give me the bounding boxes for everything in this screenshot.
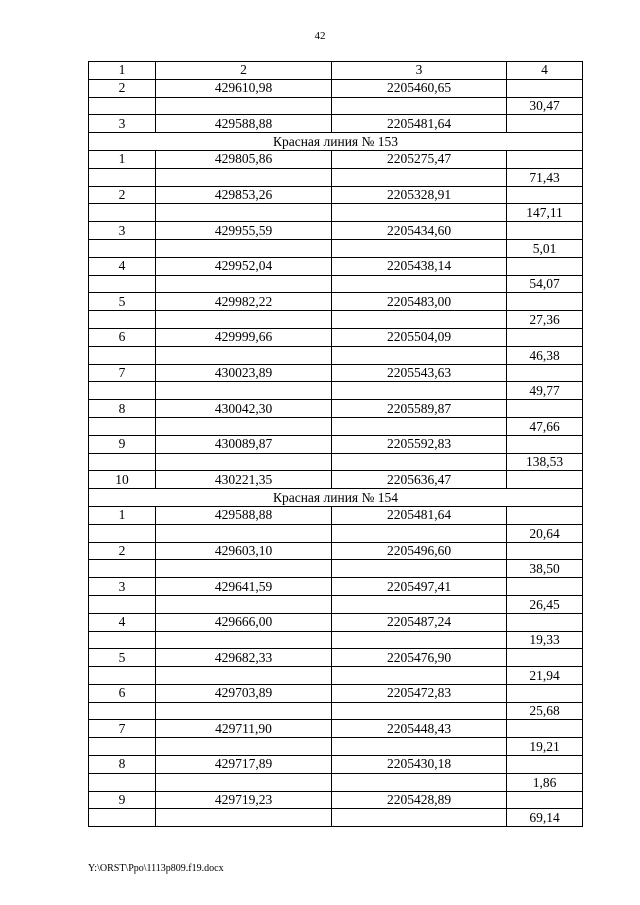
table-header-row bbox=[89, 62, 583, 80]
point-row bbox=[89, 328, 583, 346]
x-coordinate-cell-empty bbox=[156, 417, 332, 435]
length-row bbox=[89, 667, 583, 685]
y-coordinate-cell: 2205497,41 bbox=[332, 578, 507, 596]
point-number-cell-empty bbox=[89, 311, 156, 329]
y-coordinate-cell-empty bbox=[332, 311, 507, 329]
section-title-row bbox=[89, 489, 583, 507]
point-number-cell: 7 bbox=[89, 720, 156, 738]
x-coordinate-cell-empty bbox=[156, 311, 332, 329]
length-row bbox=[89, 97, 583, 115]
point-row bbox=[89, 222, 583, 240]
point-row bbox=[89, 542, 583, 560]
x-coordinate-cell-empty bbox=[156, 738, 332, 756]
y-coordinate-cell: 2205496,60 bbox=[332, 542, 507, 560]
x-coordinate-cell-empty bbox=[156, 346, 332, 364]
length-row bbox=[89, 524, 583, 542]
y-coordinate-cell-empty bbox=[332, 560, 507, 578]
length-cell-empty bbox=[507, 222, 583, 240]
segment-length-cell: 5,01 bbox=[507, 239, 583, 257]
y-coordinate-cell-empty bbox=[332, 773, 507, 791]
segment-length-cell: 21,94 bbox=[507, 667, 583, 685]
segment-length-cell: 71,43 bbox=[507, 168, 583, 186]
point-row bbox=[89, 684, 583, 702]
x-coordinate-cell-empty bbox=[156, 560, 332, 578]
y-coordinate-cell-empty bbox=[332, 631, 507, 649]
y-coordinate-cell: 2205487,24 bbox=[332, 613, 507, 631]
y-coordinate-cell: 2205430,18 bbox=[332, 756, 507, 774]
length-row bbox=[89, 595, 583, 613]
point-number-cell-empty bbox=[89, 738, 156, 756]
x-coordinate-cell-empty bbox=[156, 453, 332, 471]
point-number-cell-empty bbox=[89, 417, 156, 435]
point-number-cell: 1 bbox=[89, 150, 156, 168]
x-coordinate-cell: 430042,30 bbox=[156, 400, 332, 418]
section-title-cell: Красная линия № 154 bbox=[89, 489, 583, 507]
segment-length-cell: 19,21 bbox=[507, 738, 583, 756]
y-coordinate-cell-empty bbox=[332, 417, 507, 435]
y-coordinate-cell: 2205592,83 bbox=[332, 435, 507, 453]
length-cell-empty bbox=[507, 756, 583, 774]
y-coordinate-cell: 2205481,64 bbox=[332, 115, 507, 133]
length-cell-empty bbox=[507, 684, 583, 702]
length-cell-empty bbox=[507, 471, 583, 489]
length-row bbox=[89, 346, 583, 364]
length-cell-empty bbox=[507, 578, 583, 596]
header-cell-3: 3 bbox=[332, 62, 507, 80]
point-row bbox=[89, 186, 583, 204]
point-row bbox=[89, 257, 583, 275]
length-row bbox=[89, 417, 583, 435]
point-row bbox=[89, 720, 583, 738]
length-cell-empty bbox=[507, 257, 583, 275]
length-row bbox=[89, 738, 583, 756]
y-coordinate-cell: 2205438,14 bbox=[332, 257, 507, 275]
point-row bbox=[89, 364, 583, 382]
length-row bbox=[89, 311, 583, 329]
x-coordinate-cell-empty bbox=[156, 239, 332, 257]
point-row bbox=[89, 115, 583, 133]
point-number-cell-empty bbox=[89, 168, 156, 186]
point-number-cell: 2 bbox=[89, 79, 156, 97]
segment-length-cell: 46,38 bbox=[507, 346, 583, 364]
y-coordinate-cell: 2205543,63 bbox=[332, 364, 507, 382]
x-coordinate-cell: 429588,88 bbox=[156, 115, 332, 133]
length-cell-empty bbox=[507, 328, 583, 346]
x-coordinate-cell-empty bbox=[156, 524, 332, 542]
x-coordinate-cell-empty bbox=[156, 204, 332, 222]
length-row bbox=[89, 239, 583, 257]
x-coordinate-cell: 429805,86 bbox=[156, 150, 332, 168]
x-coordinate-cell-empty bbox=[156, 275, 332, 293]
point-row bbox=[89, 613, 583, 631]
segment-length-cell: 1,86 bbox=[507, 773, 583, 791]
y-coordinate-cell: 2205589,87 bbox=[332, 400, 507, 418]
y-coordinate-cell-empty bbox=[332, 97, 507, 115]
x-coordinate-cell: 429711,90 bbox=[156, 720, 332, 738]
length-cell-empty bbox=[507, 506, 583, 524]
header-cell-2: 2 bbox=[156, 62, 332, 80]
y-coordinate-cell-empty bbox=[332, 239, 507, 257]
segment-length-cell: 25,68 bbox=[507, 702, 583, 720]
length-row bbox=[89, 453, 583, 471]
point-row bbox=[89, 150, 583, 168]
length-row bbox=[89, 560, 583, 578]
segment-length-cell: 69,14 bbox=[507, 809, 583, 827]
y-coordinate-cell: 2205472,83 bbox=[332, 684, 507, 702]
header-cell-4: 4 bbox=[507, 62, 583, 80]
y-coordinate-cell-empty bbox=[332, 595, 507, 613]
point-row bbox=[89, 578, 583, 596]
x-coordinate-cell: 429853,26 bbox=[156, 186, 332, 204]
y-coordinate-cell: 2205483,00 bbox=[332, 293, 507, 311]
table-body bbox=[89, 79, 583, 826]
length-row bbox=[89, 702, 583, 720]
point-number-cell-empty bbox=[89, 453, 156, 471]
segment-length-cell: 26,45 bbox=[507, 595, 583, 613]
point-number-cell-empty bbox=[89, 239, 156, 257]
x-coordinate-cell-empty bbox=[156, 809, 332, 827]
length-row bbox=[89, 168, 583, 186]
point-number-cell: 10 bbox=[89, 471, 156, 489]
length-cell-empty bbox=[507, 791, 583, 809]
point-row bbox=[89, 756, 583, 774]
length-cell-empty bbox=[507, 150, 583, 168]
y-coordinate-cell: 2205476,90 bbox=[332, 649, 507, 667]
y-coordinate-cell-empty bbox=[332, 524, 507, 542]
y-coordinate-cell-empty bbox=[332, 667, 507, 685]
x-coordinate-cell: 429610,98 bbox=[156, 79, 332, 97]
point-number-cell: 9 bbox=[89, 435, 156, 453]
x-coordinate-cell-empty bbox=[156, 97, 332, 115]
length-row bbox=[89, 631, 583, 649]
length-cell-empty bbox=[507, 186, 583, 204]
header-cell-1: 1 bbox=[89, 62, 156, 80]
x-coordinate-cell: 430089,87 bbox=[156, 435, 332, 453]
x-coordinate-cell-empty bbox=[156, 631, 332, 649]
coordinates-table bbox=[88, 61, 583, 827]
x-coordinate-cell: 429703,89 bbox=[156, 684, 332, 702]
segment-length-cell: 47,66 bbox=[507, 417, 583, 435]
segment-length-cell: 49,77 bbox=[507, 382, 583, 400]
point-row bbox=[89, 79, 583, 97]
x-coordinate-cell: 429955,59 bbox=[156, 222, 332, 240]
x-coordinate-cell: 429952,04 bbox=[156, 257, 332, 275]
y-coordinate-cell: 2205428,89 bbox=[332, 791, 507, 809]
length-row bbox=[89, 382, 583, 400]
segment-length-cell: 20,64 bbox=[507, 524, 583, 542]
length-cell-empty bbox=[507, 400, 583, 418]
y-coordinate-cell: 2205636,47 bbox=[332, 471, 507, 489]
point-row bbox=[89, 400, 583, 418]
point-number-cell-empty bbox=[89, 667, 156, 685]
segment-length-cell: 147,11 bbox=[507, 204, 583, 222]
point-number-cell-empty bbox=[89, 631, 156, 649]
point-number-cell-empty bbox=[89, 524, 156, 542]
x-coordinate-cell: 429603,10 bbox=[156, 542, 332, 560]
point-number-cell: 2 bbox=[89, 542, 156, 560]
point-number-cell: 2 bbox=[89, 186, 156, 204]
y-coordinate-cell: 2205481,64 bbox=[332, 506, 507, 524]
length-cell-empty bbox=[507, 364, 583, 382]
point-number-cell: 1 bbox=[89, 506, 156, 524]
section-title-cell: Красная линия № 153 bbox=[89, 133, 583, 151]
segment-length-cell: 38,50 bbox=[507, 560, 583, 578]
point-number-cell: 4 bbox=[89, 257, 156, 275]
length-cell-empty bbox=[507, 435, 583, 453]
x-coordinate-cell-empty bbox=[156, 595, 332, 613]
point-number-cell: 5 bbox=[89, 649, 156, 667]
segment-length-cell: 138,53 bbox=[507, 453, 583, 471]
point-number-cell: 6 bbox=[89, 684, 156, 702]
point-number-cell-empty bbox=[89, 773, 156, 791]
x-coordinate-cell-empty bbox=[156, 168, 332, 186]
point-number-cell: 4 bbox=[89, 613, 156, 631]
point-number-cell-empty bbox=[89, 204, 156, 222]
x-coordinate-cell: 430023,89 bbox=[156, 364, 332, 382]
point-number-cell: 5 bbox=[89, 293, 156, 311]
length-cell-empty bbox=[507, 720, 583, 738]
y-coordinate-cell-empty bbox=[332, 204, 507, 222]
x-coordinate-cell-empty bbox=[156, 702, 332, 720]
y-coordinate-cell-empty bbox=[332, 809, 507, 827]
y-coordinate-cell-empty bbox=[332, 702, 507, 720]
length-cell-empty bbox=[507, 293, 583, 311]
x-coordinate-cell-empty bbox=[156, 382, 332, 400]
x-coordinate-cell-empty bbox=[156, 773, 332, 791]
length-cell-empty bbox=[507, 79, 583, 97]
length-cell-empty bbox=[507, 649, 583, 667]
y-coordinate-cell-empty bbox=[332, 346, 507, 364]
point-number-cell-empty bbox=[89, 809, 156, 827]
x-coordinate-cell: 429588,88 bbox=[156, 506, 332, 524]
point-number-cell-empty bbox=[89, 275, 156, 293]
point-row bbox=[89, 293, 583, 311]
x-coordinate-cell: 429666,00 bbox=[156, 613, 332, 631]
segment-length-cell: 27,36 bbox=[507, 311, 583, 329]
point-number-cell-empty bbox=[89, 560, 156, 578]
file-path-footer: Y:\ORST\Ppo\1113p809.f19.docx bbox=[88, 863, 224, 874]
point-number-cell: 6 bbox=[89, 328, 156, 346]
point-row bbox=[89, 506, 583, 524]
length-row bbox=[89, 204, 583, 222]
y-coordinate-cell-empty bbox=[332, 275, 507, 293]
length-row bbox=[89, 773, 583, 791]
segment-length-cell: 54,07 bbox=[507, 275, 583, 293]
point-number-cell: 3 bbox=[89, 115, 156, 133]
point-number-cell: 7 bbox=[89, 364, 156, 382]
x-coordinate-cell: 429717,89 bbox=[156, 756, 332, 774]
page-number: 42 bbox=[314, 30, 326, 42]
x-coordinate-cell: 429641,59 bbox=[156, 578, 332, 596]
point-number-cell: 8 bbox=[89, 756, 156, 774]
length-row bbox=[89, 275, 583, 293]
section-title-row bbox=[89, 133, 583, 151]
y-coordinate-cell: 2205460,65 bbox=[332, 79, 507, 97]
point-number-cell: 8 bbox=[89, 400, 156, 418]
point-number-cell: 3 bbox=[89, 222, 156, 240]
y-coordinate-cell: 2205275,47 bbox=[332, 150, 507, 168]
x-coordinate-cell: 430221,35 bbox=[156, 471, 332, 489]
segment-length-cell: 19,33 bbox=[507, 631, 583, 649]
y-coordinate-cell: 2205448,43 bbox=[332, 720, 507, 738]
y-coordinate-cell-empty bbox=[332, 168, 507, 186]
point-number-cell-empty bbox=[89, 702, 156, 720]
x-coordinate-cell: 429682,33 bbox=[156, 649, 332, 667]
segment-length-cell: 30,47 bbox=[507, 97, 583, 115]
length-cell-empty bbox=[507, 115, 583, 133]
point-number-cell: 9 bbox=[89, 791, 156, 809]
y-coordinate-cell: 2205328,91 bbox=[332, 186, 507, 204]
y-coordinate-cell-empty bbox=[332, 738, 507, 756]
length-cell-empty bbox=[507, 613, 583, 631]
point-number-cell-empty bbox=[89, 382, 156, 400]
point-number-cell-empty bbox=[89, 595, 156, 613]
point-number-cell-empty bbox=[89, 97, 156, 115]
point-row bbox=[89, 649, 583, 667]
x-coordinate-cell: 429719,23 bbox=[156, 791, 332, 809]
y-coordinate-cell: 2205434,60 bbox=[332, 222, 507, 240]
x-coordinate-cell-empty bbox=[156, 667, 332, 685]
point-number-cell-empty bbox=[89, 346, 156, 364]
x-coordinate-cell: 429999,66 bbox=[156, 328, 332, 346]
point-row bbox=[89, 435, 583, 453]
y-coordinate-cell-empty bbox=[332, 453, 507, 471]
y-coordinate-cell-empty bbox=[332, 382, 507, 400]
x-coordinate-cell: 429982,22 bbox=[156, 293, 332, 311]
point-row bbox=[89, 471, 583, 489]
length-row bbox=[89, 809, 583, 827]
point-row bbox=[89, 791, 583, 809]
point-number-cell: 3 bbox=[89, 578, 156, 596]
y-coordinate-cell: 2205504,09 bbox=[332, 328, 507, 346]
length-cell-empty bbox=[507, 542, 583, 560]
